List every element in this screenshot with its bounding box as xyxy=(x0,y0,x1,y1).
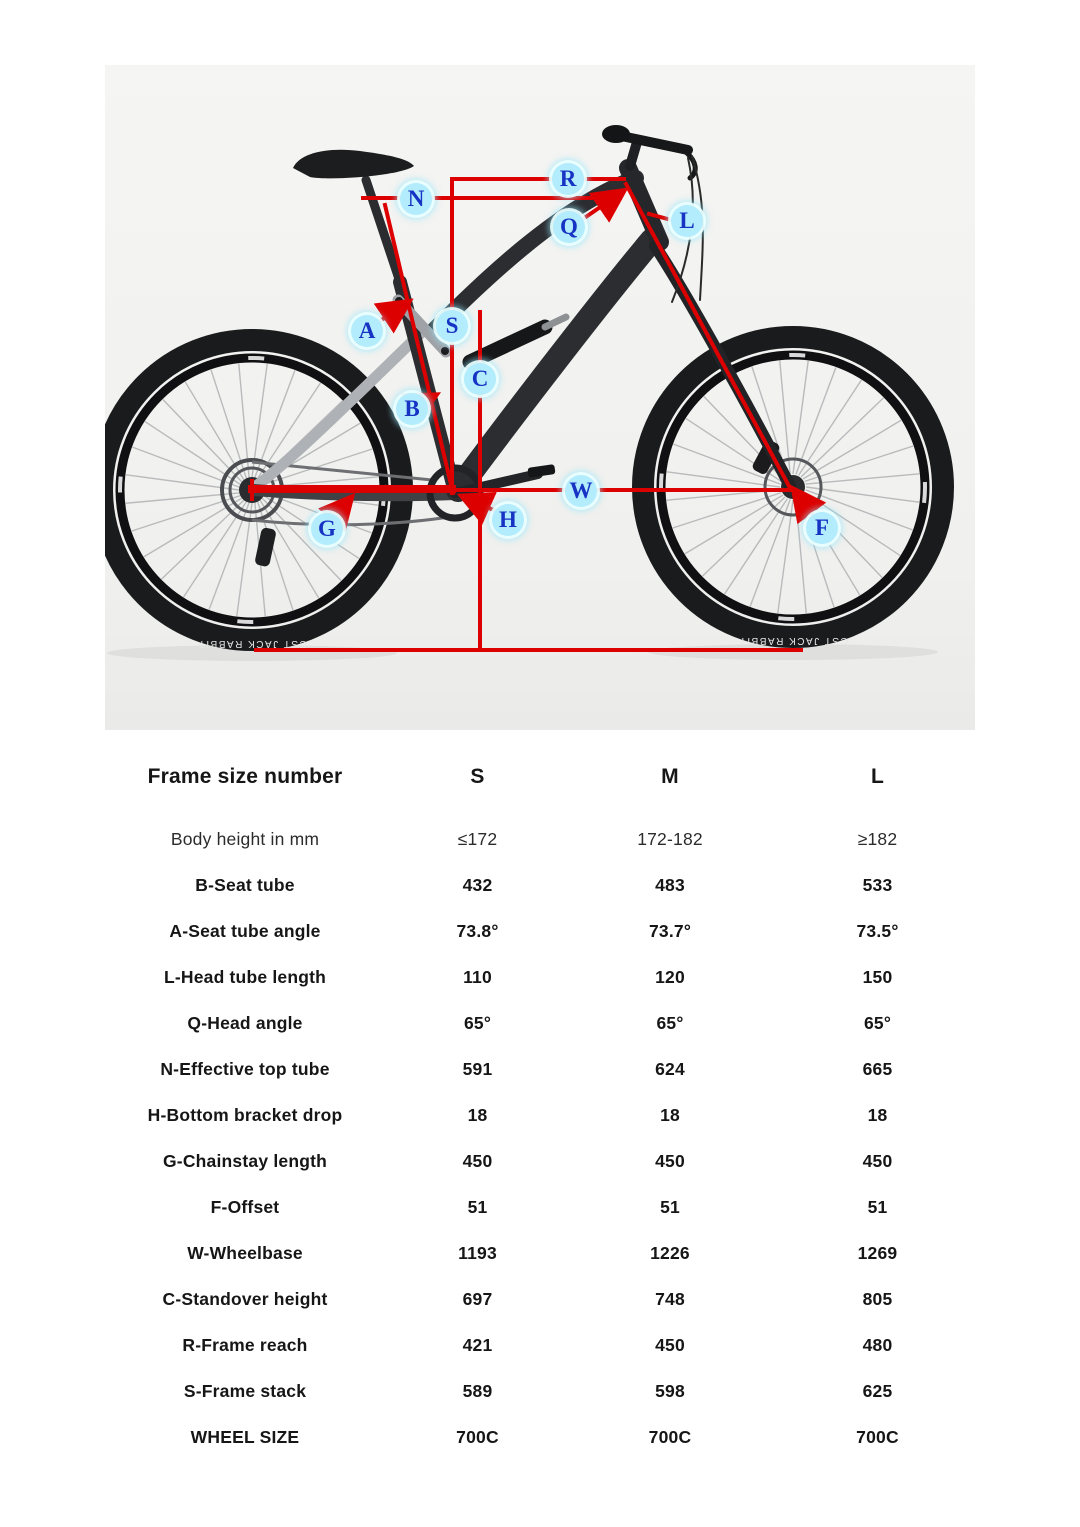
table-row: C-Standover height 697 748 805 xyxy=(105,1276,985,1322)
row-label: A-Seat tube angle xyxy=(169,920,321,941)
row-label: N-Effective top tube xyxy=(160,1058,330,1079)
col-header-l: L xyxy=(870,765,885,788)
tire-brand-text: CST JACK RABBIT xyxy=(738,635,848,646)
dim-label-G: G xyxy=(311,513,343,545)
dim-label-F: F xyxy=(806,512,838,544)
table-row: W-Wheelbase 1193 1226 1269 xyxy=(105,1230,985,1276)
row-label: S-Frame stack xyxy=(183,1380,307,1401)
table-row: S-Frame stack 589 598 625 xyxy=(105,1368,985,1414)
dim-label-S: S xyxy=(436,310,468,342)
row-label: Body height in mm xyxy=(170,828,320,849)
table-row: WHEEL SIZE 700C 700C 700C xyxy=(105,1414,985,1460)
bike-geometry-diagram xyxy=(105,65,975,730)
row-label: L-Head tube length xyxy=(163,966,327,987)
row-label: F-Offset xyxy=(210,1196,280,1217)
row-label: G-Chainstay length xyxy=(162,1150,328,1171)
table-row: F-Offset 51 51 51 xyxy=(105,1184,985,1230)
dim-label-H: H xyxy=(492,504,524,536)
row-label: H-Bottom bracket drop xyxy=(147,1104,343,1125)
tire-brand-text: CST JACK RABBIT xyxy=(197,638,307,649)
table-row: H-Bottom bracket drop 18 18 18 xyxy=(105,1092,985,1138)
row-label: B-Seat tube xyxy=(195,874,295,895)
dim-label-W: W xyxy=(565,475,597,507)
table-row: R-Frame reach 421 450 480 xyxy=(105,1322,985,1368)
table-title: Frame size number xyxy=(147,765,343,788)
row-label: W-Wheelbase xyxy=(187,1242,303,1263)
dim-label-C: C xyxy=(464,363,496,395)
table-row: L-Head tube length 110 120 150 xyxy=(105,954,985,1000)
dim-label-L: L xyxy=(671,205,703,237)
grip xyxy=(602,125,630,143)
dim-label-Q: Q xyxy=(553,211,585,243)
row-label: WHEEL SIZE xyxy=(190,1426,300,1447)
table-row: G-Chainstay length 450 450 450 xyxy=(105,1138,985,1184)
dim-label-A: A xyxy=(351,315,383,347)
table-row: N-Effective top tube 591 624 665 xyxy=(105,1046,985,1092)
table-header-row xyxy=(105,752,985,802)
row-label: R-Frame reach xyxy=(182,1334,308,1355)
table-row: Body height in mm ≤172 172-182 ≥182 xyxy=(105,816,985,862)
table-row: A-Seat tube angle 73.8° 73.7° 73.5° xyxy=(105,908,985,954)
dim-label-B: B xyxy=(396,393,428,425)
col-header-s: S xyxy=(470,765,485,788)
col-header-m: M xyxy=(661,765,679,788)
table-row: B-Seat tube 432 483 533 xyxy=(105,862,985,908)
table-row: Q-Head angle 65° 65° 65° xyxy=(105,1000,985,1046)
dim-label-R: R xyxy=(552,163,584,195)
bike-illustration xyxy=(105,65,975,730)
geometry-table xyxy=(105,752,985,1460)
row-label: C-Standover height xyxy=(162,1288,328,1309)
row-label: Q-Head angle xyxy=(187,1012,303,1033)
dim-label-N: N xyxy=(400,183,432,215)
stem xyxy=(630,142,637,166)
